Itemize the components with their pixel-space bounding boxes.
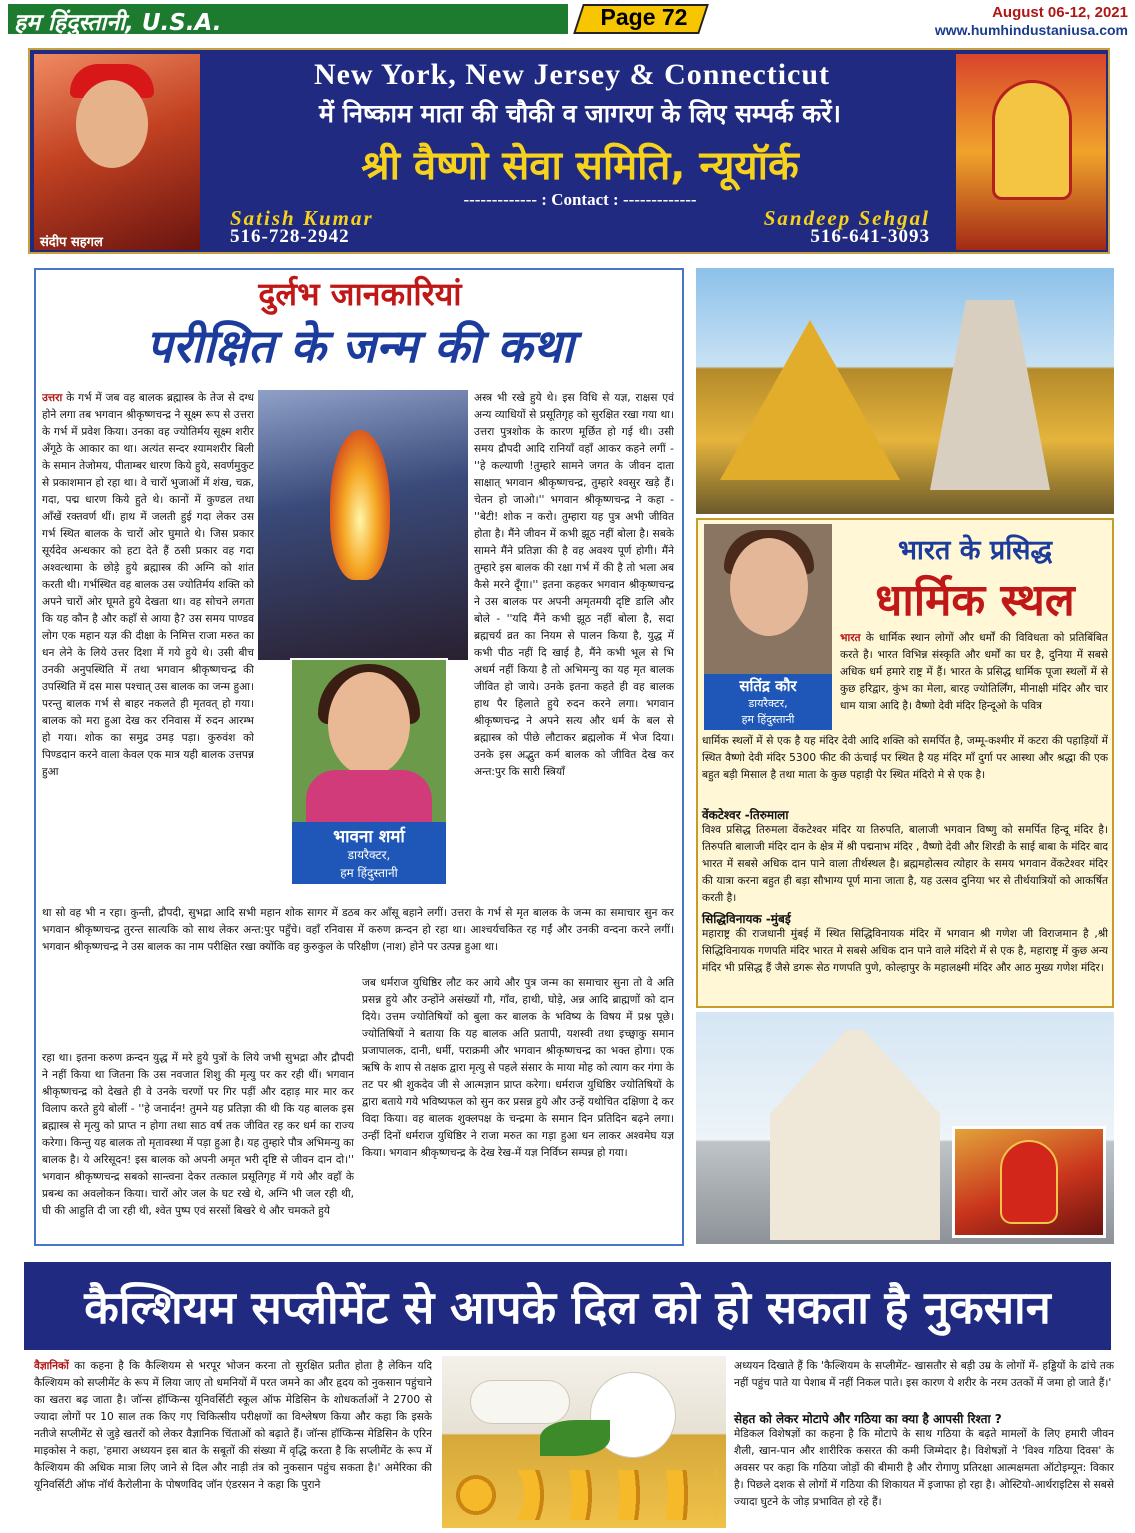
singer-face: [76, 80, 148, 168]
tirumala-subheading: वेंकटेश्वर -तिरुमाला: [702, 808, 789, 822]
paper-name: हम हिंदुस्तानी, U.S.A.: [14, 10, 222, 36]
gel-capsules: [456, 1470, 716, 1520]
siddhivinayak-subheading: सिद्धिविनायक -मुंबई: [702, 912, 791, 926]
left-article-kicker: दुर्लभ जानकारियां: [258, 275, 462, 313]
left-article-wide-paragraph: था सो वह भी न रहा। कुन्ती, द्रौपदी, सुभद्रा आदि सभी महान शोक सागर में डठब कर आँसू बहाने लगीं। उत्तरा के गर्भ से मृत बालक के जन्म का समाचार सुन कर भगवान श्रीकृष्णचन्द्र तुरन्त सात्यकि को साथ लेकर अन्त:पुर पहुँचे। वहाँ रनिवास में करुण क्रन्दन हो रहा था। आश्चर्यचकित रह गईं और उनकी वन्दना करने लगीं। भगवान श्रीकृष्णचन्द्र ने उस बालक का नाम परीक्षित रखा क्योंकि वह कुरुकुल के परिक्षीण (नाश) होने पर उत्पन्न हुआ था।: [42, 907, 674, 953]
goddess-figure: [992, 80, 1072, 200]
left-article-column-1-text: के गर्भ में जब वह बालक ब्रह्मास्त्र के तेज से दग्ध होने लगा तब भगवान श्रीकृष्णचन्द्र ने सूक्ष्म रूप से उत्तरा के गर्भ में प्रवेश किया। उनका वह ज्योतिर्मय सूक्ष्म शरीर अँगूठे के आकार का था। अत्यंत सन्दर श्यामशरीर बिली के समान तेजोमय, पीताम्बर धारण किये हुये, सवर्णमुकुट से प्रकाशमान हो रहा था। वे चारों भुजाओं में शंख, चक्र, गदा, पद्म धारण किये हुते थे। कानों में कुण्डल तथा आँखें रक्तवर्ण थीं। हाथ में जलती हुई गदा लेकर उस गर्भ स्थित बालक के चारों ओर घुमाते थे। जिस प्रकार सूर्यदेव अन्धकार को हटा देते हैं ठसी प्रकार वह गदा अश्वत्थामा के छोड़े हुये ब्रह्मास्त्र की अग्नि को शांत करती थी। गर्भस्थित वह बालक उस ज्योतिर्मय शक्ति को अपने चारों ओर घूमते हुये देखता था। वह सोचने लगता कि यह कौन है और कहाँ से आया है? उस समय पाण्डव लोग एक महान यज्ञ की दीक्षा के निमित्त राजा मरुत का धन लेने के लिये उत्तर दिशा में गये हुये थे। उसी बीच उनकी अनुपस्थिति में तथा भगवान श्रीकृष्णचन्द्र की उपस्थिति में दस मास पश्चात् उस बालक का जन्म हुआ। परन्तु बालक गर्भ से बाहर नकलते ही मृतवत् हो गया। बालक को मरा हुआ देख कर रनिवास में रुदन आरम्भ हो गया। शोक का समुद्र उमड़ पड़ा। कुरुवंश को पिण्डदान करने वाला केवल एक मात्र यही बालक उत्तपन्न हुआ: [42, 392, 254, 778]
issue-date: August 06-12, 2021: [992, 4, 1128, 21]
right-article-intro-continued: धार्मिक स्थलों में से एक है यह मंदिर देवी आदि शक्ति को समर्पित है, जम्मू-कश्मीर में कटरा की पहाड़ियों में स्थित वैष्णो देवी मंदिर 5300 फीट की ऊंचाई पर स्थित है यह मंदिर माँ दुर्गा पर आस्था और श्रद्धा की एक बहुत बड़ी मिसाल है तथा माता के कुछ पहाड़ी पेर स्थित मंदिरो मे से एक है।: [702, 735, 1108, 781]
contact2-name: Sandeep Sehgal: [763, 206, 930, 230]
author-face: [328, 672, 410, 776]
right-article-title: धार्मिक स्थल: [875, 575, 1075, 626]
right-article-intro-text: के धार्मिक स्थान लोगों और धर्मों की विविधता को प्रतिबिंबित करते है। भारत विभिन्न संस्कृति और धर्मों का घर है, दुनिया में सबसे अधिक धर्म हमारे राष्ट्र में हैं। भारत के प्रसिद्ध धार्मिक पूजा स्थलों में से कुछ हरिद्वार, कुंभ का मेला, बारह ज्योतिर्लिंग, मीनाक्षी मंदिर और चार धाम यात्रा आदि है। वैष्णो देवी मंदिर हिन्दूओ के पवित्र: [840, 632, 1108, 712]
author-attire: [306, 770, 432, 826]
calcium-headline: कैल्शियम सप्लीमेंट से आपके दिल को हो सकता है नुकसान: [84, 1281, 1051, 1334]
left-article-column-3: रहा था। इतना करुण क्रन्दन युद्ध में मरे हुये पुत्रों के लिये जभी सुभद्रा और द्रौपदी ने नहीं किया था जितना कि उस नवजात शिशु की मृत्यु पर कर रही थीं। भगवान श्रीकृष्णचन्द्र को देखते ही वे उनके चरणों पर गिर पड़ीं और दहाड़ मार मार कर विलाप करते हुये बोलीं - ''हे जनार्दन! तुमने यह प्रतिज्ञा की थी कि यह बालक इस ब्रह्मास्त्र से मृत्यु को प्राप्त न होगा तथा साठ वर्ष तक जीवित रह कर धर्म का राज्य करेगा। किन्तु यह बालक तो मृतावस्था में पड़ा हुआ है। यह तुम्हारे पौत्र अभिमन्यु का बालक है। ये अरिसूदन! इस बालक को अपनी अमृत भरी दृष्टि से जीवन दान दो।'' भगवान श्रीकृष्णचन्द्र सबको सान्त्वना देकर तत्काल प्रसूतिगृह में गये और वहाँ के प्रबन्ध का अवलोकन किया। चारों ओर जल के घट रखे थे, अग्नि भी जल रही थी, घी की आहुति दी जा रही थी, श्वेत पुष्प एवं सरसों बिखरे थे और चमकते हुये: [42, 1052, 354, 1217]
ad-banner: [28, 48, 1110, 254]
obesity-arthritis-subheading: सेहत को लेकर मोटापे और गठिया का क्या है आपसी रिश्ता ?: [734, 1412, 1002, 1426]
siddhivinayak-paragraph: महाराष्ट्र की राजधानी मुंबई में स्थित सिद्धिविनायक मंदिर में भगवान श्री गणेश जी विराजमान है ,श्री सिद्धिविनायक गणपति मंदिर भारत मे सबसे अधिक दान पाने वाले मंदिरो में से एक है, महाराष्ट्र में कुछ अन्य मंदिर भी प्रसिद्ध हैं जैसे डगरू सेठ गणपति पुणे, कोल्हापुर के महालक्ष्मी मंदिर और आठ मुख्य गणेश मंदिर।: [702, 928, 1108, 974]
obesity-arthritis-paragraph: मेडिकल विशेषज्ञों का कहना है कि मोटापे के साथ गठिया के बढ़ते मामलों के लिए हमारी जीवन शैली, खान-पान और शारीरिक कसरत की कमी जिम्मेदार है। विशेषज्ञों ने 'विश्व गठिया दिवस' के अवसर पर कहा कि गठिया जोड़ों की बीमारी है और रोगाणु प्रतिरक्षा आत्मक्षमता ऑटोइम्यून: विकार है। पिछले दशक से लोगों में गठिया की शिकायत में इजाफा हो रहा है। ओस्टियो-आर्थराइटिस से सबसे ज्यादा घुटने के जोड़ प्रभावित हो रहे हैं।: [734, 1428, 1114, 1508]
right-article-kicker: भारत के प्रसिद्ध: [897, 535, 1053, 566]
calcium-column-2: अध्ययन दिखाते हैं कि 'कैल्शियम के सप्लीमेंट- खासतौर से बड़ी उम्र के लोगों में- हड्डियों के ढांचे तक नहीं पहुंच पाते या पेशाब में नहीं निकल पाते। इस कारण ये शरीर के नरम उतकों में जमा हो जाते हैं।': [734, 1360, 1114, 1389]
calcium-column-1-text: का कहना है कि कैल्शियम से भरपूर भोजन करना तो सुरक्षित प्रतीत होता है लेकिन यदि कैल्शियम को सप्लीमेंट के रूप में लिया जाए तो धमनियों में परत जमने का और हृदय को नुकसान पहुंचाने का खतरा बढ़ जाता है। जॉन्स हॉप्किन्स यूनिवर्सिटी स्कूल ऑफ मेडिसिन के शोधकर्ताओं ने 2700 से ज्यादा लोगों पर 10 साल तक किए गए चिकित्सीय परीक्षणों का विश्लेषण किया और कहा कि इसके नतीजे सप्लीमेंट से जुड़े खतरों को लेकर वैज्ञानिक चिंताओं को बढ़ाते हैं। जॉन्स हॉप्किन्स मेडिसिन के एरिन माइकोस ने कहा, 'हमारा अध्ययन इस बात के सबूतों की संख्या में वृद्धि करता है कि सप्लीमेंट के रूप में कैल्शियम की अधिक मात्रा लिए जाने से दिल और नाड़ी तंत्र को नुकसान पहुंच सकता है।' अमेरिका की यूनिवर्सिटी ऑफ नॉर्थ कैरोलीना के पोषणविद जॉन एंडरसन ने कहा कि पुराने: [34, 1360, 432, 1491]
contact1-name: Satish Kumar: [230, 206, 374, 230]
left-article-column-4: जब धर्मराज युधिष्ठिर लौट कर आये और पुत्र जन्म का समाचार सुना तो वे अति प्रसन्न हुये और उन्होंने असंख्यों गौ, गाँव, हाथी, घोड़े, अन्न आदि ब्राह्मणों को दान दिये। उत्तम ज्योतिषियों को बुला कर बालक के भविष्य के विषय में प्रश्न पूछे। ज्योतिषियों ने बताया कि यह बालक अति प्रतापी, यशस्वी तथा इच्छ्वाकु समान प्रजापालक, दानी, धर्मी, पराक्रमी और भगवान श्रीकृष्णचन्द्र का भक्त होगा। एक ऋषि के शाप से तक्षक द्वारा मृत्यु से पहले संसार के माया मोह को त्याग कर गंगा के तट पर श्री शुकदेव जी से आत्मज्ञान प्राप्त करेगा। धर्मराज युधिष्ठिर ज्योतिषियों के द्वारा बताये गये भविष्यफल को सुन कर प्रसन्न हुये और उन्हें यथोचित दक्षिणा दे कर विदा किया। वह बालक शुक्लपक्ष के चन्द्रमा के समान दिन प्रतिदिन बढ़ने लगा। उन्हीं दिनों धर्मराज युधिष्ठिर ने राजा मरुत का गड़ा हुआ धन लाकर अश्वमेघ यज्ञ किया। भगवान श्रीकृष्णचन्द्र के देख रेख-में यज्ञ निर्विघ्न सम्पन्न हो गया।: [362, 977, 674, 1159]
left-article-column-1: [42, 390, 254, 920]
left-article-title: परीक्षित के जन्म की कथा: [146, 319, 574, 373]
contact2-phone: 516-641-3093: [810, 226, 930, 247]
ad-title: New York, New Jersey & Connecticut: [313, 58, 831, 91]
right-lead-word: भारत: [840, 632, 861, 644]
ad-subtitle: में निष्काम माता की चौकी व जागरण के लिए सम्पर्क करें।: [318, 99, 842, 128]
author-organization: हम हिंदुस्तानी: [340, 866, 398, 880]
white-tablet: [470, 1380, 570, 1424]
right-article-intro: [840, 630, 1108, 732]
ad-organization: श्री वैष्णो सेवा समिति, न्यूयॉर्क: [361, 143, 799, 189]
divine-fire-glow: [330, 430, 390, 580]
left-article-column-2: अस्त्र भी रखे हुये थे। इस विधि से यज्ञ, राक्षस एवं अन्य व्याधियों से प्रसूतिगृह को सुरक्षित रखा गया था। उत्तरा पुत्रशोक के कारण मूर्छित हो गई थी। उसी समय द्रौपदी आदि रानियाँ वहाँ आकर कहने लगीं - ''हे कल्याणी !तुम्हारे सामने जगत के जीवन दाता साक्षात् भगवान श्रीकृष्णचन्द्र, तुम्हारे श्वसुर खड़े हैं। चेतन हो जाओ।'' भगवान श्रीकृष्णचन्द्र ने कहा - ''बेटी! शोक न करो। तुम्हारा यह पुत्र अभी जीवित होता है। मैंने जीवन में कभी झूठ नहीं बोला है। सबके सामने मैंने प्रतिज्ञा की है वह अवश्य पूर्ण होगी। मैंने तुम्हारे इस बालक की रक्षा गर्भ में की है तो भला अब कैसे मरने दूँगा।'' इतना कहकर भगवान श्रीकृष्णचन्द्र ने उस बालक पर अपनी अमृतमयी दृष्टि डालि और बोले - ''यदि मैंने कभी झूठ नहीं बोला है, सदा ब्रह्मचर्य व्रत का नियम से पालन किया है, युद्ध में कभी पीठ नहीं दि खाई है, मैंने कभी भूल से भि अधर्म नहीं किया है तो अभिमन्यु का यह मृत बालक जीवित हो जाये। उनके इतना कहते ही वह बालक हाथ पैर हिलाते हुये रुदन करने लगा। भगवान श्रीकृष्णचन्द्र ने अपने सत्य और धर्म के बल से ब्रह्मास्त्र को पीछे लौटाकर ब्रह्मलोक में भेज दिया। उनके इस अद्भुत कर्म बालक को जीवित देख कर अन्त:पुर कि सारी स्त्रियाँ: [474, 392, 674, 778]
calcium-column-1: [34, 1358, 432, 1528]
ad-contact-label: ------------- : Contact : -------------: [463, 190, 697, 209]
author-role: डायरैक्टर,: [347, 848, 391, 862]
website-link[interactable]: www.humhindustaniusa.com: [934, 22, 1128, 38]
ganesh-idol-figure: [1000, 1140, 1058, 1224]
right-author-face: [730, 538, 808, 636]
page-number-label: Page 72: [600, 4, 688, 30]
contact1-phone: 516-728-2942: [230, 226, 350, 247]
right-author-name: सतिंद्र कौर: [739, 677, 797, 695]
tirumala-paragraph: विश्व प्रसिद्ध तिरुमला वेंकटेश्वर मंदिर या तिरुपति, बालाजी भगवान विष्णु को समर्पित हिन्दू मंदिर है। तिरुपति बालाजी मंदिर दान के क्षेत्र में श्री पद्मनाभ मंदिर , वैष्णो देवी और शिरडी के साई बाबा के मंदिर बाद भारत में सबसे अधिक दान पाने वाला तीर्थस्थल है। ब्रह्ममहोत्सव त्योहार के समय भगवान वेंकटेश्वर मंदिर की यात्रा करना बहुत ही बड़ा सौभाग्य पूर्ण माना जाता है, यह उत्सव दुनिया भर से तीर्थयात्रियों को आकर्षित करती है।: [702, 824, 1108, 904]
singer-photo-caption: संदीप सहगल: [40, 235, 103, 250]
author-name: भावना शर्मा: [333, 827, 405, 847]
drop-lead-word: उत्तरा: [42, 392, 63, 404]
right-author-organization: हम हिंदुस्तानी: [741, 713, 795, 726]
calcium-lead-word: वैज्ञानिकों: [34, 1360, 69, 1372]
mint-leaf: [540, 1420, 610, 1456]
right-author-role: डायरैक्टर,: [748, 697, 788, 710]
